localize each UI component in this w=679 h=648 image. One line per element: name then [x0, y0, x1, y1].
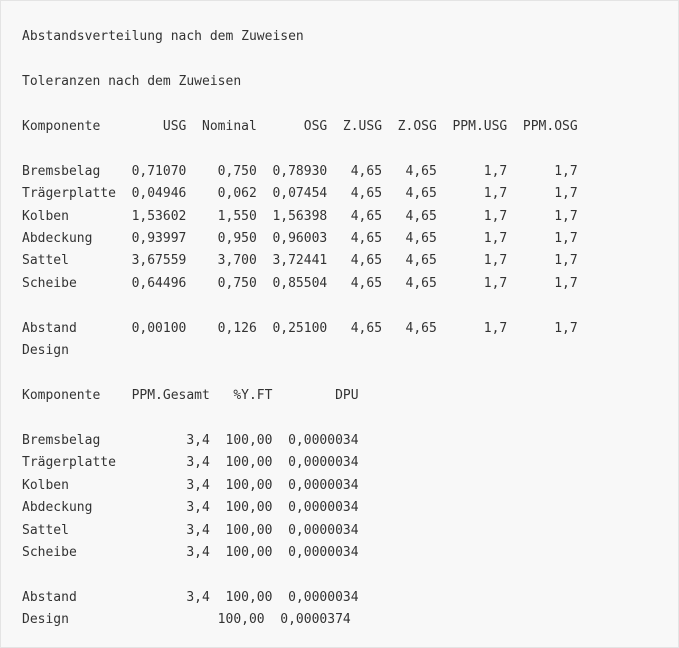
ppm-row-abstand: Abstand 3,4 100,00 0,0000034 [22, 589, 359, 605]
tolerance-row-abdeckung: Abdeckung 0,93997 0,950 0,96003 4,65 4,65 1,7 1,7 [22, 230, 578, 246]
tolerance-row-bremsbelag: Bremsbelag 0,71070 0,750 0,78930 4,65 4,65 1,7 1,7 [22, 163, 578, 179]
blank-line [22, 295, 578, 317]
blank-line [22, 138, 578, 160]
ppm-row-sattel: Sattel 3,4 100,00 0,0000034 [22, 522, 359, 538]
blank-line [22, 565, 578, 587]
blank-line [22, 48, 578, 70]
output-subtitle: Toleranzen nach dem Zuweisen [22, 73, 242, 89]
tolerance-row-scheibe: Scheibe 0,64496 0,750 0,85504 4,65 4,65 1,7 1,7 [22, 275, 578, 291]
output-title: Abstandsverteilung nach dem Zuweisen [22, 29, 304, 44]
ppm-row-design: Design 100,00 0,0000374 [22, 612, 351, 628]
session-output-text [22, 26, 578, 632]
tolerance-row-kolben: Kolben 1,53602 1,550 1,56398 4,65 4,65 1,7 1,7 [22, 208, 578, 224]
ppm-row-traegerplatte: Trägerplatte 3,4 100,00 0,0000034 [22, 455, 359, 471]
ppm-row-scheibe: Scheibe 3,4 100,00 0,0000034 [22, 545, 359, 561]
tolerance-row-sattel: Sattel 3,67559 3,700 3,72441 4,65 4,65 1,7 1,7 [22, 253, 578, 269]
tolerance-row-abstand: Abstand 0,00100 0,126 0,25100 4,65 4,65 1,7 1,7 [22, 320, 578, 336]
ppm-row-bremsbelag: Bremsbelag 3,4 100,00 0,0000034 [22, 432, 359, 448]
ppm-row-abdeckung: Abdeckung 3,4 100,00 0,0000034 [22, 500, 359, 516]
blank-line [22, 363, 578, 385]
tolerance-table-header: Komponente USG Nominal OSG Z.USG Z.OSG PPM.USG PPM.OSG [22, 118, 578, 134]
blank-line [22, 93, 578, 115]
ppm-row-kolben: Kolben 3,4 100,00 0,0000034 [22, 477, 359, 493]
tolerance-row-design: Design [22, 343, 69, 359]
tolerance-row-traegerplatte: Trägerplatte 0,04946 0,062 0,07454 4,65 4,65 1,7 1,7 [22, 186, 578, 202]
blank-line [22, 407, 578, 429]
ppm-table-header: Komponente PPM.Gesamt %Y.FT DPU [22, 388, 359, 403]
